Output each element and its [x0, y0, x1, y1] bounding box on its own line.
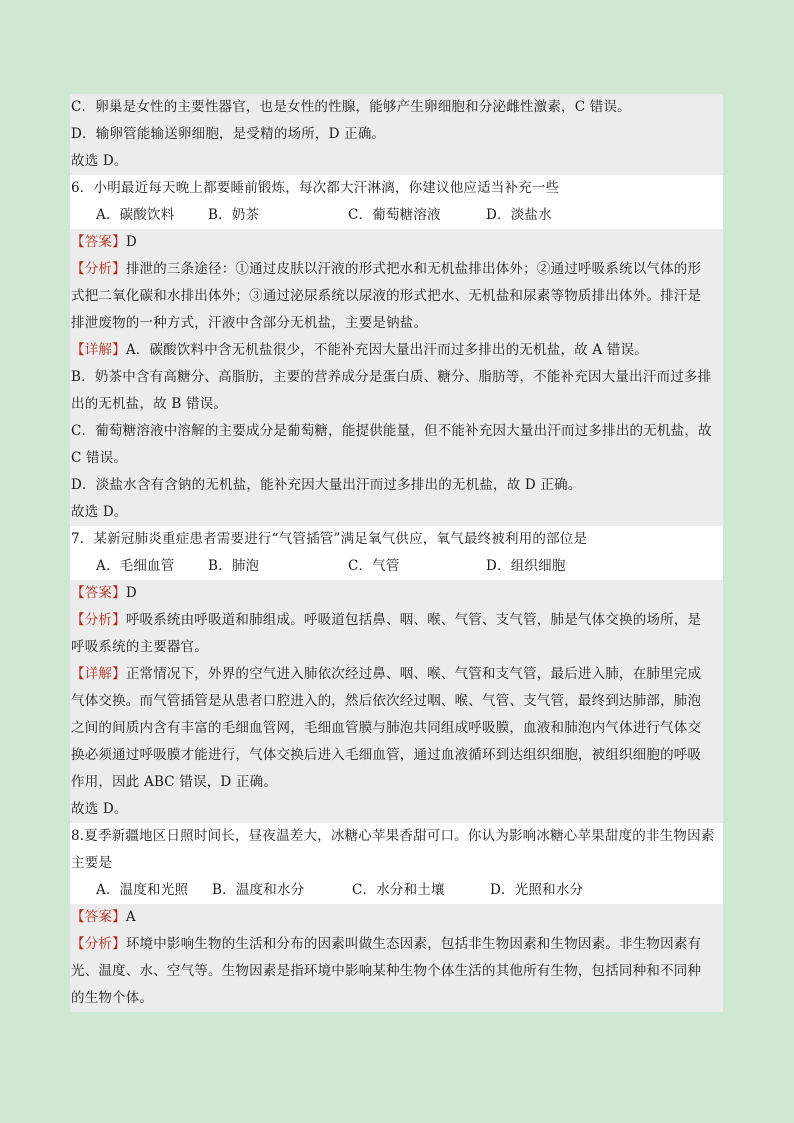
section-tag: 【分析】	[71, 261, 126, 277]
answer-options	[70, 202, 723, 229]
text-line: 7．某新冠肺炎重症患者需要进行“气管插管”满足氧气供应，氧气最终被利用的部位是	[70, 526, 723, 553]
text-line: 的生物个体。	[70, 985, 723, 1012]
tagged-line	[70, 931, 723, 958]
text-line: 换必须通过呼吸膜才能进行，气体交换后进入毛细血管，通过血液循环到达组织细胞，被组织细胞的呼吸	[70, 742, 723, 769]
section-tag: 【详解】	[71, 342, 126, 358]
option-a: A．碳酸饮料	[96, 207, 175, 223]
section-text: D	[125, 234, 137, 250]
tagged-line	[70, 337, 723, 364]
text-line: C．卵巢是女性的主要性器官，也是女性的性腺，能够产生卵细胞和分泌雌性激素，C 错误。	[70, 94, 723, 121]
option-d: D．光照和水分	[490, 882, 584, 898]
section-text: 呼吸系统由呼吸道和肺组成。呼吸道包括鼻、咽、喉、气管、支气管，肺是气体交换的场所，是	[125, 612, 702, 628]
section-tag: 【分析】	[71, 612, 126, 628]
section-tag: 【答案】	[71, 909, 126, 925]
option-b: B．奶茶	[208, 207, 260, 223]
text-line: B．奶茶中含有高糖分、高脂肪，主要的营养成分是蛋白质、糖分、脂肪等，不能补充因大量出汗而过多排	[70, 364, 723, 391]
tagged-line	[70, 607, 723, 634]
option-c: C．葡萄糖溶液	[348, 207, 441, 223]
section-text: 正常情况下，外界的空气进入肺依次经过鼻、咽、喉、气管和支气管，最后进入肺，在肺里完成	[125, 666, 702, 682]
section-tag: 【分析】	[71, 936, 126, 952]
text-line: 作用，因此 ABC 错误，D 正确。	[70, 769, 723, 796]
option-b: B．温度和水分	[212, 882, 305, 898]
option-c: C．水分和土壤	[352, 882, 445, 898]
section-text: 环境中影响生物的生活和分布的因素叫做生态因素，包括非生物因素和生物因素。非生物因素有	[125, 936, 702, 952]
tagged-line	[70, 256, 723, 283]
section-tag: 【答案】	[71, 234, 126, 250]
tagged-line	[70, 580, 723, 607]
option-a: A．温度和光照	[96, 882, 189, 898]
answer-options	[70, 553, 723, 580]
option-d: D．组织细胞	[486, 558, 566, 574]
section-tag: 【详解】	[71, 666, 126, 682]
section-tag: 【答案】	[71, 585, 126, 601]
option-b: B．肺泡	[208, 558, 260, 574]
text-line: 出的无机盐，故 B 错误。	[70, 391, 723, 418]
section-text: D	[125, 585, 137, 601]
text-line: 呼吸系统的主要器官。	[70, 634, 723, 661]
tagged-line	[70, 904, 723, 931]
text-line: 光、温度、水、空气等。生物因素是指环境中影响某种生物个体生活的其他所有生物，包括同种和不同种	[70, 958, 723, 985]
tagged-line	[70, 229, 723, 256]
text-line: 气体交换。而气管插管是从患者口腔进入的，然后依次经过咽、喉、气管、支气管，最终到达肺部，肺泡	[70, 688, 723, 715]
text-line: 主要是	[70, 850, 723, 877]
text-line: D．输卵管能输送卵细胞，是受精的场所，D 正确。	[70, 121, 723, 148]
text-line: C 错误。	[70, 445, 723, 472]
text-line: C．葡萄糖溶液中溶解的主要成分是葡萄糖，能提供能量，但不能补充因大量出汗而过多排出的无机盐，故	[70, 418, 723, 445]
tagged-line	[70, 661, 723, 688]
section-text: A	[125, 909, 136, 925]
document-page	[70, 94, 723, 1012]
text-line: 6．小明最近每天晚上都要睡前锻炼，每次都大汗淋漓，你建议他应适当补充一些	[70, 175, 723, 202]
text-line: 排泄废物的一种方式，汗液中含部分无机盐，主要是钠盐。	[70, 310, 723, 337]
text-line: 式把二氧化碳和水排出体外；③通过泌尿系统以尿液的形式把水、无机盐和尿素等物质排出体外。排汗是	[70, 283, 723, 310]
answer-options	[70, 877, 723, 904]
option-d: D．淡盐水	[486, 207, 552, 223]
text-line: 8.夏季新疆地区日照时间长，昼夜温差大，冰糖心苹果香甜可口。你认为影响冰糖心苹果甜度的非生物因素	[70, 823, 723, 850]
text-line: D．淡盐水含有含钠的无机盐，能补充因大量出汗而过多排出的无机盐，故 D 正确。	[70, 472, 723, 499]
text-line: 故选 D。	[70, 148, 723, 175]
option-c: C．气管	[348, 558, 400, 574]
section-text: 排泄的三条途径：①通过皮肤以汗液的形式把水和无机盐排出体外；②通过呼吸系统以气体的形	[125, 261, 702, 277]
text-line: 故选 D。	[70, 796, 723, 823]
option-a: A．毛细血管	[96, 558, 175, 574]
section-text: A．碳酸饮料中含无机盐很少，不能补充因大量出汗而过多排出的无机盐，故 A 错误。	[125, 342, 648, 358]
text-line: 故选 D。	[70, 499, 723, 526]
text-line: 之间的间质内含有丰富的毛细血管网，毛细血管膜与肺泡共同组成呼吸膜，血液和肺泡内气体进行气体交	[70, 715, 723, 742]
